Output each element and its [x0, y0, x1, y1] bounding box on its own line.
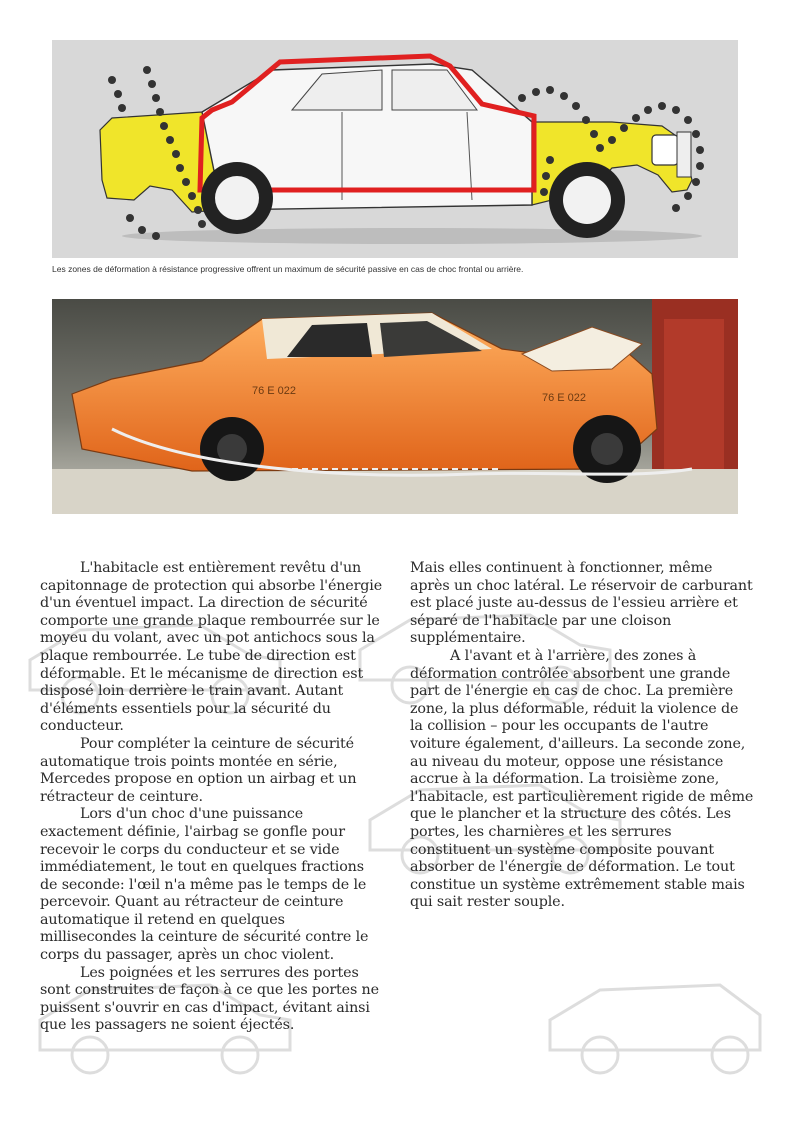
crash-test-photo	[52, 299, 738, 514]
deformation-zone-diagram	[52, 40, 738, 258]
car-diagram-icon	[52, 40, 738, 258]
paragraph: L'habitacle est entièrement revêtu d'un capitonnage de protection qui absorbe l'énergie d'un éventuel impact. La direction de sécurité comporte une grande plaque rembourrée sur le moyeu du volant, avec un pot antichocs sous la plaque rembourrée. Le tube de direction est déformable. Et le mécanisme de direction est disposé loin derrière le train avant. Autant d'éléments essentiels pour la sécurité du conducteur.	[40, 560, 383, 735]
left-text-column	[40, 560, 385, 1035]
figure-caption: Les zones de déformation à résistance progressive offrent un maximum de sécurité passive en cas de choc frontal ou arrière.	[52, 264, 524, 274]
right-text-column	[410, 560, 755, 912]
plate-rear: 76 E 022	[252, 385, 297, 397]
paragraph: Pour compléter la ceinture de sécurité automatique trois points montée en série, Mercedes propose en option un airbag et un rétracteur de ceinture.	[40, 735, 357, 805]
plate-front: 76 E 022	[542, 392, 587, 404]
crash-test-icon	[52, 299, 738, 514]
paragraph: Lors d'un choc d'une puissance exactement définie, l'airbag se gonfle pour recevoir le corps du conducteur et se vide immédiatement, le tout en quelques fractions de seconde: l'œil n'a même pas le temps de le percevoir. Quant au rétracteur de ceinture automatique il retend en quelques millisecondes la ceinture de sécurité contre le corps du passager, après un choc violent.	[40, 806, 369, 964]
paragraph: A l'avant et à l'arrière, des zones à déformation contrôlée absorbent une grande part de l'énergie en cas de choc. La première zone, la plus déformable, réduit la violence de la collision – pour les occupants de l'autre voiture également, d'ailleurs. La seconde zone, au niveau du moteur, oppose une résistance accrue à la déformation. La troisième zone, l'habitacle, est particulièrement rigide de même que le plancher et la structure des côtés. Les portes, les charnières et les serrures constituent un système composite pouvant absorber de l'énergie de déformation. Le tout constitue un système extrêmement stable mais qui sait rester souple.	[410, 647, 754, 911]
paragraph: Les poignées et les serrures des portes sont construites de façon à ce que les portes ne puissent s'ouvrir en cas d'impact, évitant ainsi que les passagers ne soient éjectés.	[40, 964, 379, 1034]
paragraph: Mais elles continuent à fonctionner, même après un choc latéral. Le réservoir de carburant est placé juste au-dessus de l'essieu arrière et séparé de l'habitacle par une cloison supplémentaire.	[410, 560, 753, 647]
